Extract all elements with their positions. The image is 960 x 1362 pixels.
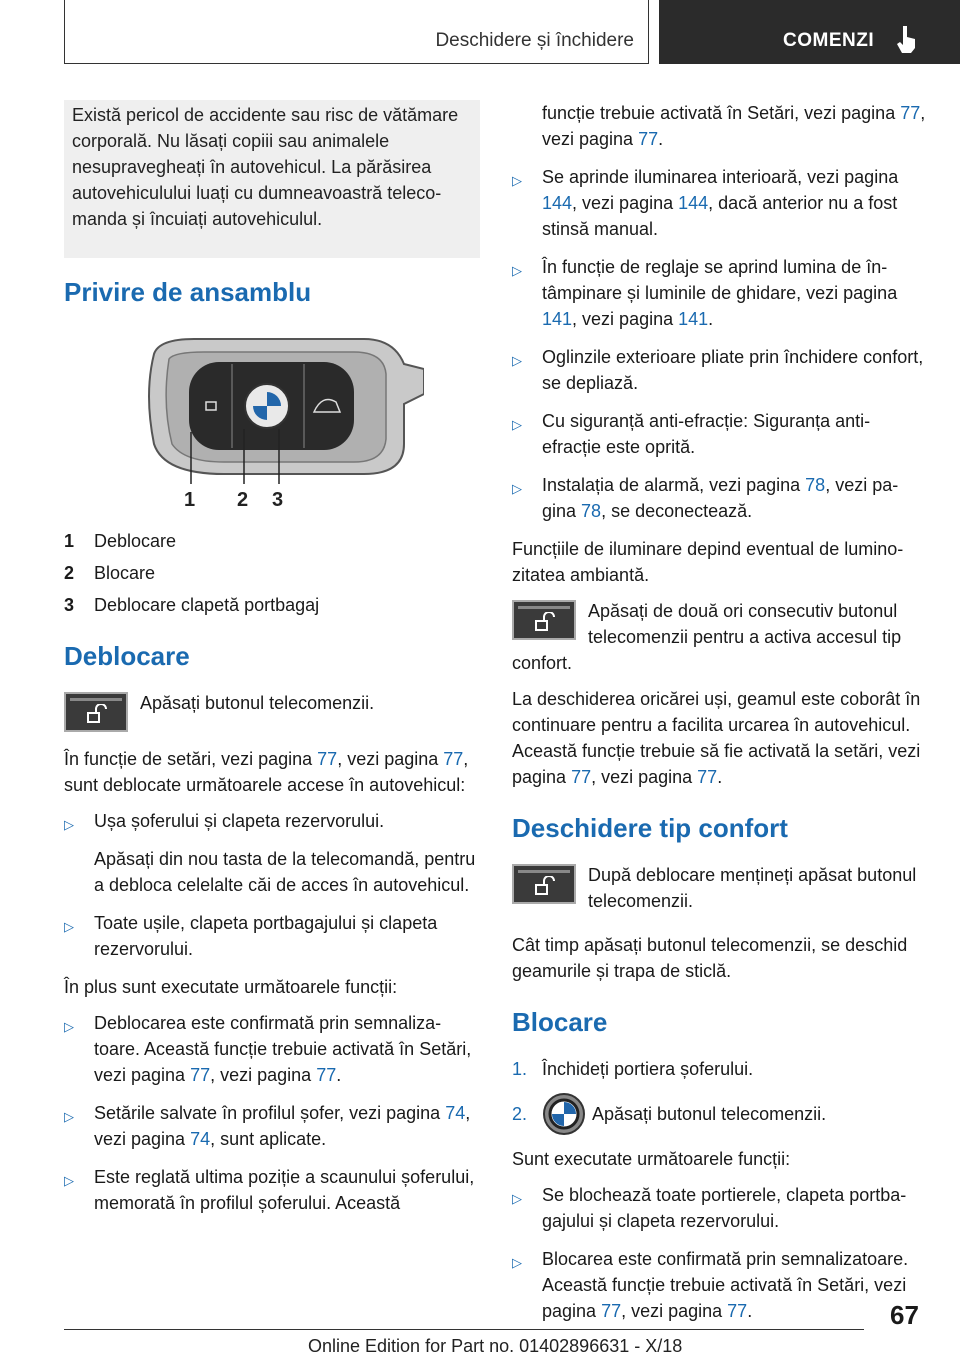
footer-edition: Online Edition for Part no. 01402896631 - X/18	[308, 1336, 683, 1356]
page-link[interactable]: 77	[317, 749, 338, 769]
page-link[interactable]: 77	[638, 129, 659, 149]
bullet-continuation: funcție trebuie activată în Setări, vezi pagina 77, vezi pagina 77.	[542, 103, 926, 149]
figure-label-1: 1	[184, 489, 196, 511]
bullet-item: ▷ Setările salvate în profilul șofer, vezi pagina 74, vezi pagina 74, sunt aplicate.	[64, 1103, 471, 1149]
bullet-item: ▷ Deblocarea este confirmată prin semnalizatoare. Această funcție trebuie activată în Setări, vezi pagina 77, vezi pagina 77.	[64, 1013, 472, 1085]
bullet-item: ▷ Se aprinde iluminarea interioară, vezi pagina 144, vezi pagina 144, dacă anterior nu a fost stinsă manual.	[512, 167, 899, 239]
page-link[interactable]: 74	[190, 1129, 211, 1149]
page-link[interactable]: 144	[678, 193, 709, 213]
page-number: 67	[890, 1300, 919, 1330]
remote-key-figure	[134, 334, 424, 514]
page-link[interactable]: 141	[542, 309, 573, 329]
unlock-button-icon	[64, 692, 128, 732]
unlock-button-icon	[512, 600, 576, 640]
bullet-item: ▷ Cu siguranță anti-efracție: Siguranța anti-efracție este oprită.	[512, 411, 871, 457]
unlock-paragraph: În funcție de setări, vezi pagina 77, vezi pagina 77, sunt deblocate următoarele accese în autovehicul:	[64, 749, 469, 795]
legend-item: 3 Deblocare clapetă portbagaj	[64, 595, 320, 615]
legend-item: 2 Blocare	[64, 563, 156, 583]
page-link[interactable]: 77	[697, 767, 718, 787]
page-link[interactable]: 74	[445, 1103, 466, 1123]
page-link[interactable]: 77	[443, 749, 464, 769]
bullet-item: ▷ Blocarea este confirmată prin semnalizatoare. Această funcție trebuie activată în Setări, vezi pagina 77, vezi pagina 77.	[512, 1249, 909, 1321]
paragraph-comfort-hold: După deblocare mențineți apăsat butonul telecomenzii.	[588, 865, 917, 911]
unlock-button-icon	[512, 864, 576, 904]
footer-divider	[64, 1329, 864, 1330]
bullet-item: ▷ Oglinzile exterioare pliate prin închidere confort, se depliază.	[512, 347, 924, 393]
paragraph-comfort-windows: Cât timp apăsați butonul telecomenzii, se deschid geamurile și trapa de sticlă.	[512, 935, 908, 981]
heading-lock: Blocare	[512, 1007, 608, 1037]
header-section-box	[64, 0, 649, 64]
header-section-title: Deschidere și închidere	[435, 30, 634, 51]
bullet-item: ▷ Este reglată ultima poziție a scaunului șoferului, memorată în profilul șoferului. Această	[64, 1167, 475, 1213]
page-link[interactable]: 144	[542, 193, 573, 213]
left-column	[64, 100, 480, 1228]
bullet-item: ▷ Instalația de alarmă, vezi pagina 78, vezi pagina 78, se deconectează.	[512, 475, 899, 521]
figure-label-2: 2	[237, 489, 249, 511]
paragraph-executed: Sunt executate următoarele funcții:	[512, 1149, 791, 1169]
bullet-item: ▷ Ușa șoferului și clapeta rezervorului.	[64, 811, 385, 832]
page-link[interactable]: 77	[190, 1065, 211, 1085]
paragraph-double-press: Apăsați de două ori consecutiv butonul telecomenzii pentru a activa accesul tip confort.	[512, 601, 902, 673]
bullet-continuation: Apăsați din nou tasta de la telecomandă, pentru a debloca celelalte căi de acces în autovehicul.	[94, 849, 476, 895]
page-link[interactable]: 77	[601, 1301, 622, 1321]
bullet-item: ▷ Se blochează toate portierele, clapeta portbagajului și clapeta rezervorului.	[512, 1185, 907, 1231]
heading-unlock: Deblocare	[64, 641, 190, 671]
heading-comfort: Deschidere tip confort	[512, 813, 788, 843]
header-tab-label: COMENZI	[783, 30, 875, 51]
hand-pointer-icon	[895, 24, 919, 54]
bmw-lock-button-icon	[542, 1092, 586, 1136]
warning-box: Există pericol de accidente sau risc de vătămare corporală. Nu lăsați copiii sau animalele nesupravegheați în autovehicul. La părăsirea autovehiculului luați cu dumneavoastră telecomanda și încuiați autovehiculul.	[64, 100, 480, 258]
page-link[interactable]: 77	[316, 1065, 337, 1085]
page-link[interactable]: 78	[581, 501, 602, 521]
figure-label-3: 3	[272, 489, 284, 511]
step-item: 2. Apăsați butonul telecomenzii.	[512, 1092, 926, 1136]
paragraph-opening: La deschiderea oricărei uși, geamul este coborât în continuare pentru a facilita urcarea în autovehicul. Această funcție trebuie să fie activată la setări, vezi pagina 77, vezi pagina 77.	[512, 689, 921, 787]
page-link[interactable]: 78	[805, 475, 826, 495]
page-link[interactable]: 141	[678, 309, 709, 329]
paragraph-lighting: Funcțiile de iluminare depind eventual de luminozitatea ambiantă.	[512, 539, 904, 585]
paragraph-also: În plus sunt executate următoarele funcții:	[64, 977, 398, 997]
header-tab-comenzi[interactable]	[659, 0, 960, 64]
right-column	[512, 100, 926, 1336]
step-item: 1. Închideți portiera șoferului.	[512, 1059, 754, 1079]
bullet-item: ▷ În funcție de reglaje se aprind lumina de întâmpinare și luminile de ghidare, vezi pagina 141, vezi pagina 141.	[512, 257, 898, 329]
bullet-item: ▷ Toate ușile, clapeta portbagajului și clapeta rezervorului.	[64, 913, 438, 959]
page-link[interactable]: 77	[727, 1301, 748, 1321]
page-link[interactable]: 77	[900, 103, 921, 123]
heading-overview: Privire de ansamblu	[64, 277, 312, 307]
legend-item: 1 Deblocare	[64, 531, 177, 551]
unlock-press-text: Apăsați butonul telecomenzii.	[140, 693, 375, 713]
page-link[interactable]: 77	[571, 767, 592, 787]
